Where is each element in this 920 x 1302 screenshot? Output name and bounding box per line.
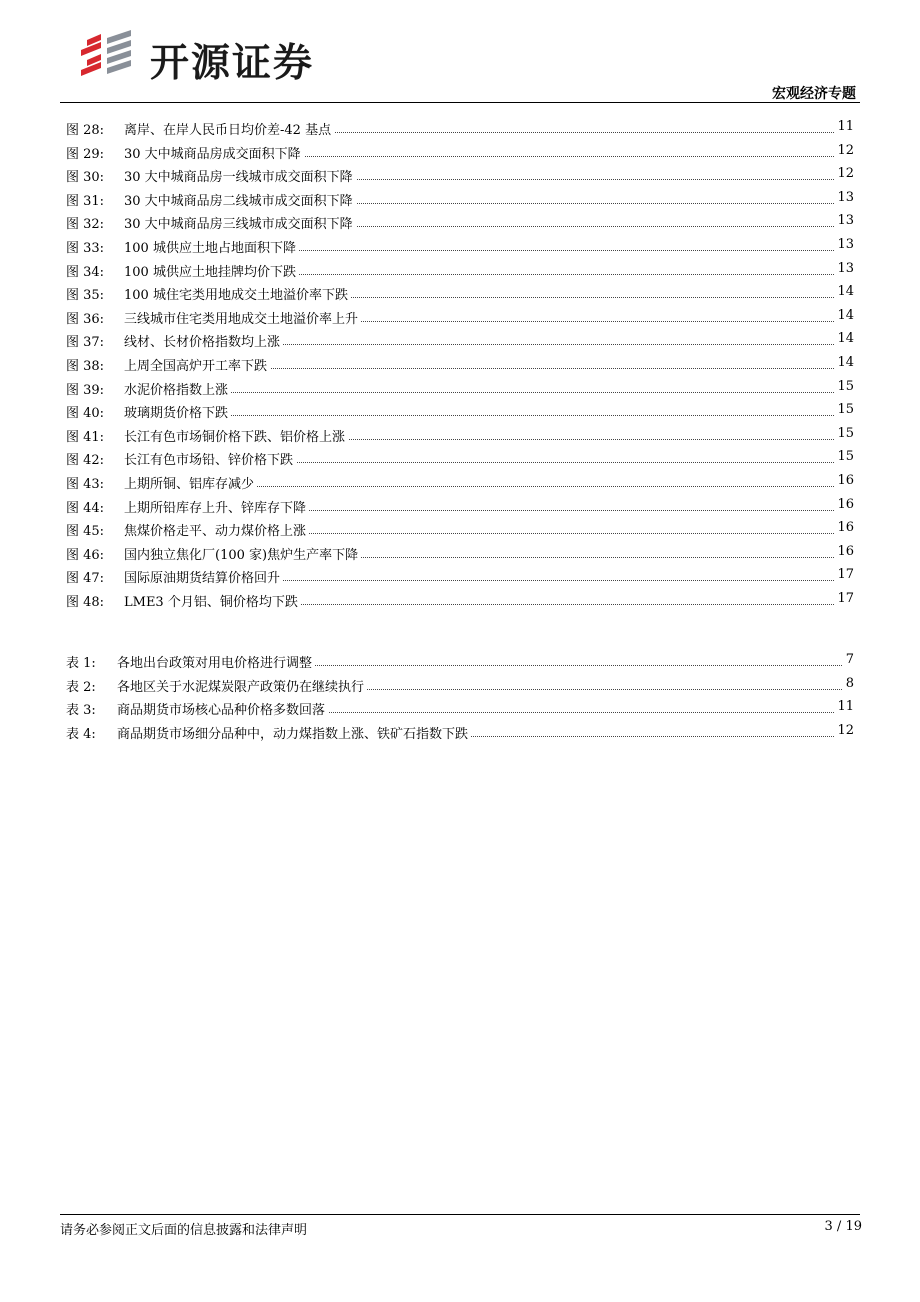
entry-page: 17 [834, 567, 854, 582]
entry-title[interactable]: 100 城住宅类用地成交土地溢价率下跌 [124, 284, 351, 303]
entry-label: 图 43: [66, 476, 105, 492]
figure-entry[interactable] [66, 493, 854, 517]
entry-title[interactable]: 长江有色市场铅、锌价格下跌 [124, 449, 296, 468]
report-type: 宏观经济专题 [772, 86, 856, 102]
table-entry[interactable] [66, 672, 854, 696]
entry-label: 图 48: [66, 594, 105, 610]
entry-page: 16 [834, 520, 854, 535]
figure-entry[interactable] [66, 563, 854, 587]
entry-label: 图 39: [66, 382, 105, 398]
entry-label: 图 31: [66, 193, 105, 209]
entry-page: 14 [834, 284, 854, 299]
entry-page: 14 [834, 331, 854, 346]
legal-disclaimer: 请务必参阅正文后面的信息披露和法律声明 [60, 1223, 308, 1238]
table-list [66, 648, 854, 742]
entry-label: 图 47: [66, 571, 105, 587]
entry-label: 图 42: [66, 453, 105, 469]
entry-page: 13 [834, 213, 854, 228]
kaiyuan-logo-icon [75, 28, 135, 84]
figure-entry[interactable] [66, 115, 854, 139]
figure-entry[interactable] [66, 186, 854, 210]
entry-page: 14 [834, 308, 854, 323]
figure-entry[interactable] [66, 351, 854, 375]
entry-title[interactable]: LME3 个月铝、铜价格均下跌 [124, 591, 301, 610]
entry-title[interactable]: 国际原油期货结算价格回升 [124, 567, 283, 586]
figure-entry[interactable] [66, 139, 854, 163]
figure-entry[interactable] [66, 280, 854, 304]
figure-entry[interactable] [66, 516, 854, 540]
entry-page: 12 [834, 143, 854, 158]
entry-page: 15 [834, 402, 854, 417]
entry-title[interactable]: 三线城市住宅类用地成交土地溢价率上升 [124, 308, 361, 327]
figure-entry[interactable] [66, 233, 854, 257]
figure-entry[interactable] [66, 587, 854, 611]
entry-title[interactable]: 30 大中城商品房二线城市成交面积下降 [124, 190, 356, 209]
figure-entry[interactable] [66, 422, 854, 446]
entry-title[interactable]: 100 城供应土地占地面积下降 [124, 237, 299, 256]
entry-label: 图 30: [66, 170, 105, 186]
page-number: 3 / 19 [824, 1219, 862, 1234]
entry-label: 图 37: [66, 335, 105, 351]
leader-dots [126, 392, 854, 393]
entry-label: 图 44: [66, 500, 105, 516]
table-entry[interactable] [66, 695, 854, 719]
entry-label: 图 35: [66, 288, 105, 304]
figure-entry[interactable] [66, 375, 854, 399]
entry-page: 16 [834, 497, 854, 512]
entry-title[interactable]: 30 大中城商品房成交面积下降 [124, 143, 304, 162]
entry-title[interactable]: 线材、长材价格指数均上涨 [124, 331, 283, 350]
entry-title[interactable]: 100 城供应土地挂牌均价下跌 [124, 261, 299, 280]
entry-page: 14 [834, 355, 854, 370]
entry-title[interactable]: 焦煤价格走平、动力煤价格上涨 [124, 520, 309, 539]
entry-title[interactable]: 商品期货市场核心品种价格多数回落 [117, 699, 328, 718]
entry-page: 13 [834, 190, 854, 205]
figure-entry[interactable] [66, 540, 854, 564]
header-divider [60, 102, 860, 103]
entry-page: 15 [834, 449, 854, 464]
entry-title[interactable]: 长江有色市场铜价格下跌、铝价格上涨 [124, 426, 348, 445]
leader-dots [126, 415, 854, 416]
entry-label: 图 38: [66, 358, 105, 374]
page-header [60, 20, 860, 102]
entry-label: 图 45: [66, 524, 105, 540]
figure-entry[interactable] [66, 304, 854, 328]
entry-title[interactable]: 上周全国高炉开工率下跌 [124, 355, 270, 374]
figure-entry[interactable] [66, 162, 854, 186]
figure-entry[interactable] [66, 257, 854, 281]
entry-label: 图 40: [66, 406, 105, 422]
entry-page: 17 [834, 591, 854, 606]
entry-label: 图 28: [66, 123, 105, 138]
table-entry[interactable] [66, 648, 854, 672]
entry-page: 11 [834, 119, 854, 134]
entry-page: 12 [834, 166, 854, 181]
entry-title[interactable]: 30 大中城商品房三线城市成交面积下降 [124, 213, 356, 232]
entry-page: 13 [834, 237, 854, 252]
entry-label: 表 4: [66, 726, 96, 742]
entry-label: 图 32: [66, 217, 105, 233]
entry-page: 11 [834, 699, 854, 714]
entry-label: 表 1: [66, 656, 96, 671]
entry-label: 图 36: [66, 311, 105, 327]
figure-entry[interactable] [66, 398, 854, 422]
entry-title[interactable]: 上期所铅库存上升、锌库存下降 [124, 497, 309, 516]
entry-title[interactable]: 各地区关于水泥煤炭限产政策仍在继续执行 [117, 676, 367, 695]
entry-page: 8 [843, 676, 854, 691]
entry-page: 15 [834, 379, 854, 394]
figure-entry[interactable] [66, 445, 854, 469]
entry-label: 图 46: [66, 547, 105, 563]
figure-entry[interactable] [66, 327, 854, 351]
figure-entry[interactable] [66, 209, 854, 233]
entry-label: 表 2: [66, 679, 96, 695]
entry-label: 表 3: [66, 703, 96, 719]
entry-label: 图 34: [66, 264, 105, 280]
entry-page: 15 [834, 426, 854, 441]
footer-divider [60, 1214, 860, 1215]
entry-page: 16 [834, 473, 854, 488]
entry-title[interactable]: 上期所铜、铝库存减少 [124, 473, 257, 492]
entry-page: 13 [834, 261, 854, 276]
entry-title[interactable]: 玻璃期货价格下跌 [124, 402, 231, 421]
table-entry[interactable] [66, 719, 854, 743]
entry-page: 12 [834, 723, 854, 738]
company-name: 开源证券 [150, 41, 315, 86]
entry-page: 16 [834, 544, 854, 559]
entry-label: 图 41: [66, 429, 105, 445]
entry-title[interactable]: 水泥价格指数上涨 [124, 379, 231, 398]
entry-label: 图 33: [66, 240, 105, 256]
entry-title[interactable]: 国内独立焦化厂(100 家)焦炉生产率下降 [124, 544, 361, 563]
entry-title[interactable]: 30 大中城商品房一线城市成交面积下降 [124, 166, 356, 185]
entry-label: 图 29: [66, 146, 105, 162]
entry-page: 7 [843, 652, 854, 667]
figure-list [66, 115, 854, 610]
entry-title[interactable]: 离岸、在岸人民币日均价差-42 基点 [124, 119, 334, 138]
entry-title[interactable]: 商品期货市场细分品种中，动力煤指数上涨、铁矿石指数下跌 [117, 723, 471, 742]
figure-entry[interactable] [66, 469, 854, 493]
entry-title[interactable]: 各地出台政策对用电价格进行调整 [117, 652, 315, 671]
